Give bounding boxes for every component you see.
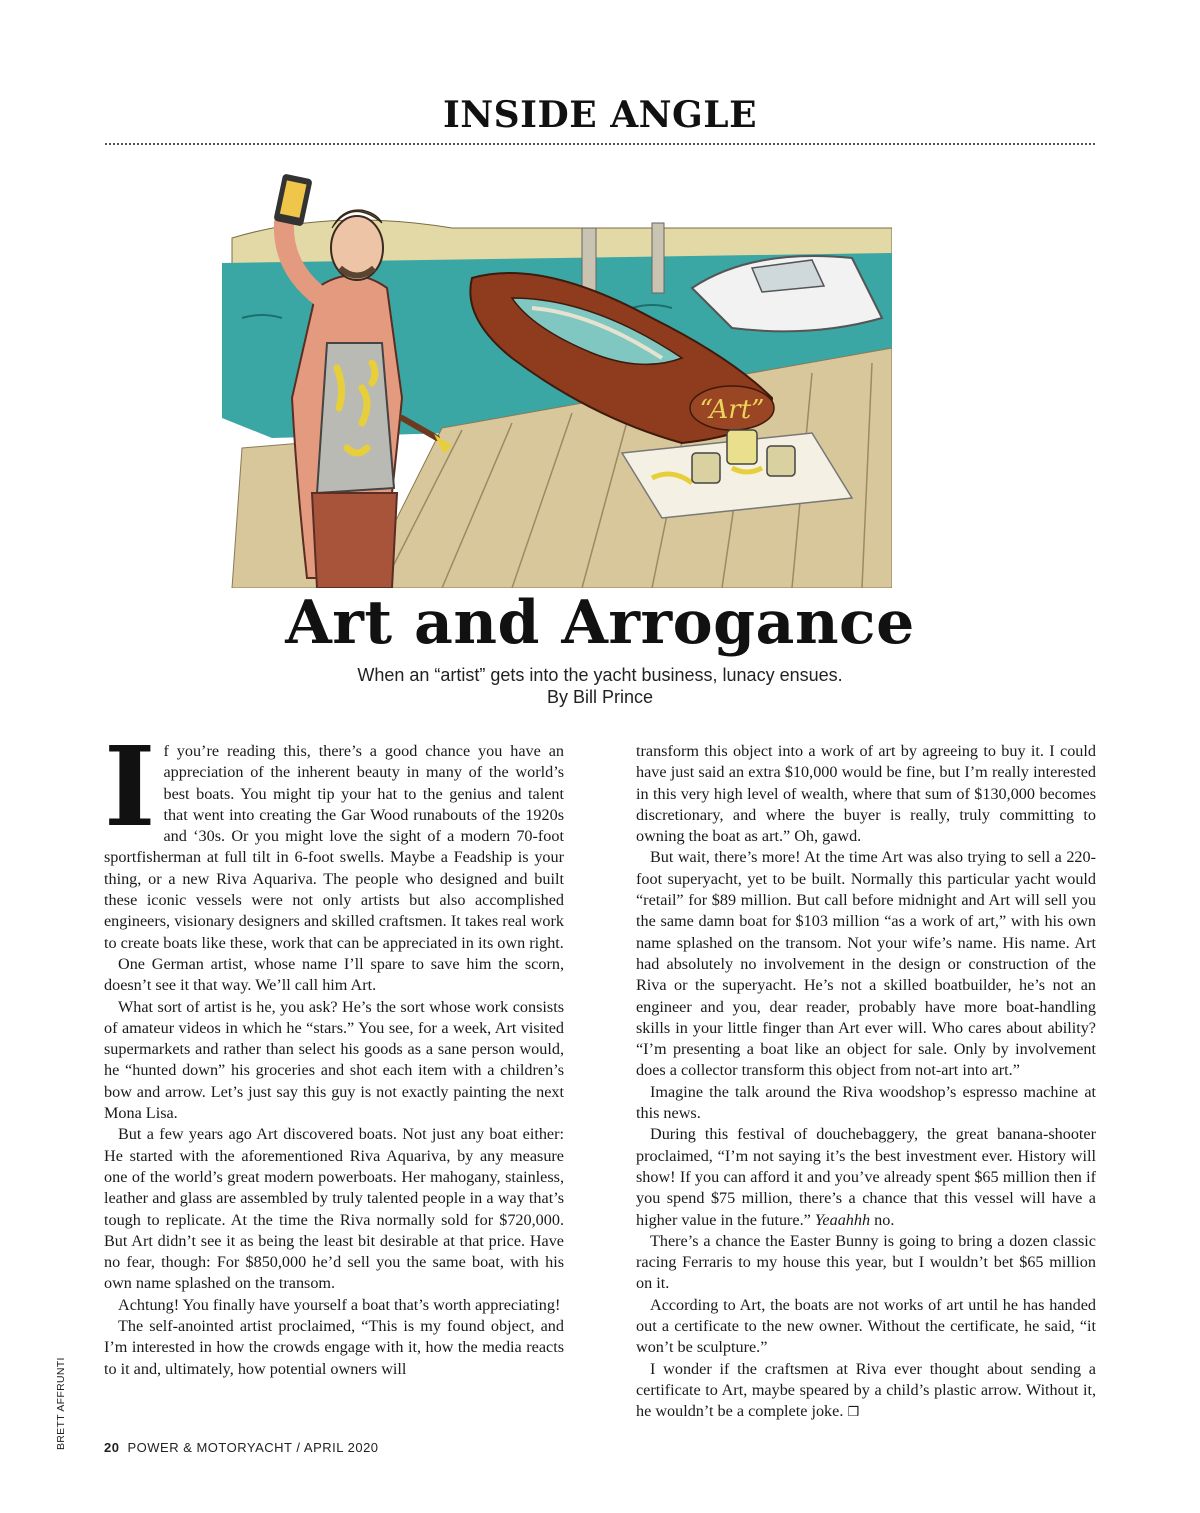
end-mark-icon: ❒ — [847, 1405, 860, 1421]
section-heading: INSIDE ANGLE — [442, 94, 758, 136]
article-byline: By Bill Prince — [546, 687, 654, 707]
paragraph — [636, 1124, 1096, 1230]
paragraph-text: During this festival of douchebaggery, the great banana-shooter proclaimed, “I’m not saying it’s the best investment ever. History will show! If you can afford it and you’ve already spent $65 million then if you spend $75 million, there’s a chance that this vessel will have a higher value in the future.” — [636, 1125, 1096, 1229]
paragraph-text: I wonder if the craftsmen at Riva ever thought about sending a certificate to Art, maybe speared by a child’s plastic arrow. Without it, he wouldn’t be a complete joke. — [636, 1359, 1096, 1421]
page-number: 20 — [104, 1440, 120, 1455]
paragraph: The self-anointed artist proclaimed, “This is my found object, and I’m interested in how the crowds engage with it, how the media reacts to it and, ultimately, how potential owners will — [104, 1317, 564, 1378]
paragraph-text: f you’re reading this, there’s a good chance you have an appreciation of the inherent beauty in many of the world’s best boats. You might tip your hat to the genius and talent that went into creating the Gar Wood runabouts of the 1920s and ‘30s. Or you might love the sight of a modern 70-foot sportfisherman at full tilt in 6-foot swells. Maybe a Feadship is your thing, or a new Riva Aquariva. The people who designed and built these iconic vessels were not only artists but also accomplished engineers, visionary designers and skilled craftsmen. It takes real work to create boats like these, work that can be appreciated in its own right. — [104, 742, 564, 952]
paragraph: Imagine the talk around the Riva woodshop’s espresso machine at this news. — [636, 1082, 1096, 1123]
paragraph: transform this object into a work of art by agreeing to buy it. I could have just said an extra $10,000 would be fine, but I’m really interested in this very high level of wealth, where that sum of $130,000 becomes discretionary, and where the buyer is really, truly committing to owning the boat as art.” Oh, gawd. — [636, 742, 1096, 846]
folio-separator: / — [296, 1440, 301, 1455]
paragraph: Achtung! You finally have yourself a boat that’s worth appreciating! — [118, 1295, 561, 1314]
page-folio — [104, 1440, 379, 1455]
aside-tail: no. — [870, 1210, 895, 1229]
article-illustration — [212, 168, 892, 588]
paragraph: According to Art, the boats are not works of art until he has handed out a certificate to the new owner. Without the certificate, he said, “it won’t be sculpture.” — [636, 1295, 1096, 1357]
right-column — [636, 741, 1096, 1424]
drop-cap: I — [104, 722, 156, 851]
paragraph: But wait, there’s more! At the time Art was also trying to sell a 220-foot superyacht, yet to be built. Normally this particular yacht would “retail” for $89 million. But call before midnight and Art will sell you the same damn boat for $103 million “as a work of art,” with his own name splashed on the transom. Not your wife’s name. His name. Art had absolutely no involvement in the design or construction of the Riva or the superyacht. He’s not a skilled boatbuilder, he’s not an engineer and you, dear reader, probably have more boat-handling skills in your little finger than Art ever will. Who cares about ability? “I’m presenting a boat like an object for sale. Only by involvement does a collector transform this object from not-art into art.” — [636, 848, 1096, 1080]
italic-aside: Yeaahhh — [814, 1210, 871, 1229]
illustration-credit: BRETT AFFRUNTI — [55, 1357, 67, 1450]
paragraph: But a few years ago Art discovered boats. Not just any boat either: He started with the aforementioned Riva Aquariva, by any measure one of the world’s great modern powerboats. Her mahogany, stainless, leather and glass are assembled by truly talented people in a way that’s tough to replicate. At the time the Riva normally sold for $720,000. But Art didn’t see it as being the least bit desirable at that price. Have no fear, though: For $850,000 he’d sell you the same boat, with his own name splashed on the transom. — [104, 1125, 564, 1293]
header-divider — [105, 143, 1095, 145]
issue-date: APRIL 2020 — [303, 1440, 379, 1455]
paragraph: One German artist, whose name I’ll spare to save him the scorn, doesn’t see it that way. We’ll call him Art. — [104, 954, 564, 995]
publication-name: POWER & MOTORYACHT — [127, 1440, 293, 1455]
boat-transom-name: “Art” — [699, 395, 765, 425]
paragraph: There’s a chance the Easter Bunny is going to bring a dozen classic racing Ferraris to my house this year, but I wouldn’t bet $65 million on it. — [636, 1231, 1096, 1293]
article-dek: When an “artist” gets into the yacht business, lunacy ensues. — [357, 665, 843, 685]
article-title: Art and Arrogance — [285, 588, 915, 658]
paragraph: What sort of artist is he, you ask? He’s the sort whose work consists of amateur videos in which he “stars.” You see, for a week, Art visited supermarkets and rather than select his goods as a sane person would, he “hunted down” his groceries and shot each item with a children’s bow and arrow. Let’s just say this guy is not exactly painting the next Mona Lisa. — [104, 997, 564, 1123]
paragraph — [104, 722, 564, 954]
paragraph — [636, 1359, 1096, 1424]
left-column — [104, 722, 564, 1380]
